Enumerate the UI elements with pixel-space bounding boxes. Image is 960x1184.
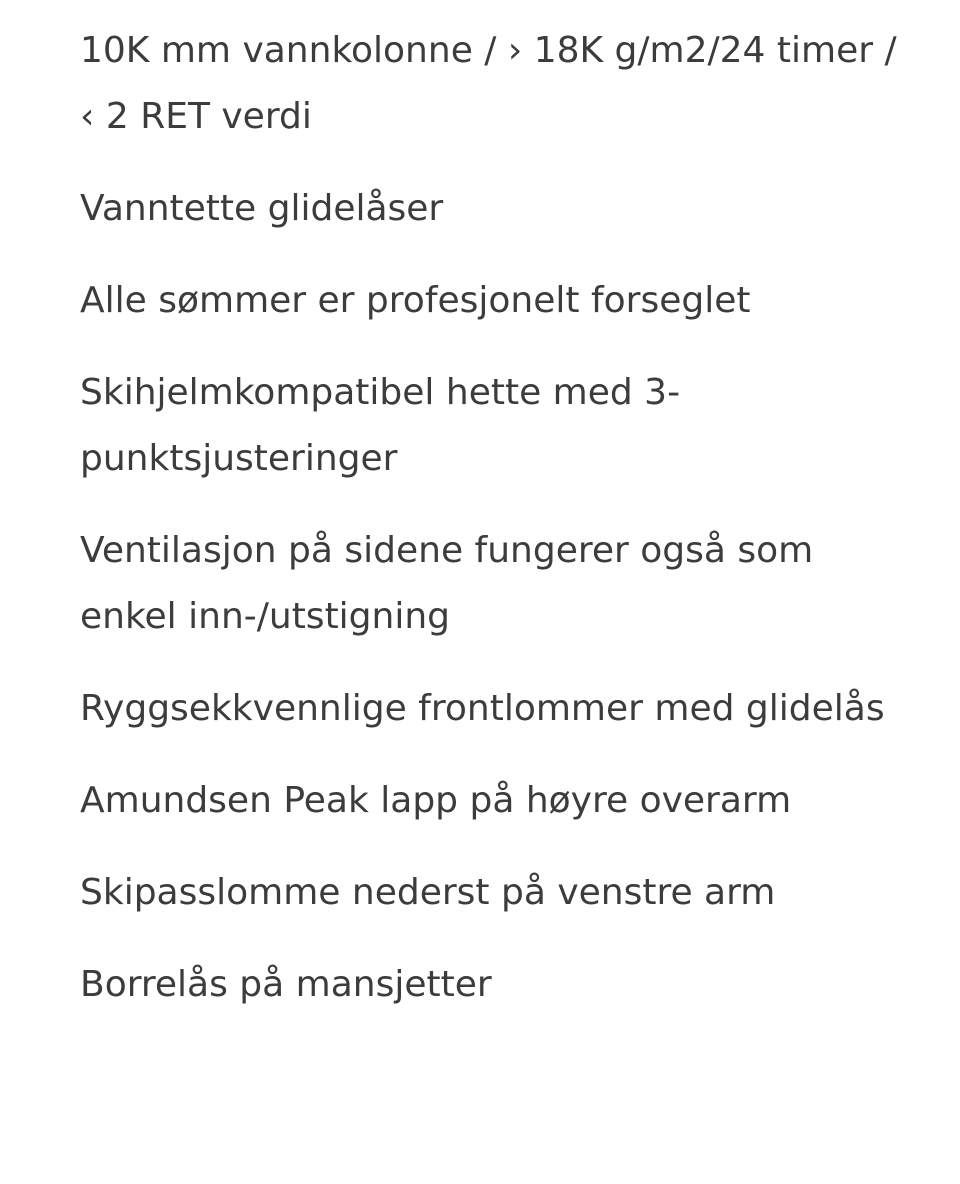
feature-item-sealed-seams: Alle sømmer er profesjonelt forseglet: [80, 280, 751, 321]
feature-item-waterproof-rating: 10K mm vannkolonne / › 18K g/m2/24 timer / ‹ 2 RET verdi: [80, 30, 897, 137]
feature-item-arm-patch: Amundsen Peak lapp på høyre overarm: [80, 780, 792, 821]
feature-list: [80, 18, 900, 1044]
feature-item-velcro-cuffs: Borrelås på mansjetter: [80, 964, 492, 1005]
feature-item-waterproof-zippers: Vanntette glidelåser: [80, 188, 444, 229]
feature-item-front-pockets: Ryggsekkvennlige frontlommer med glidelås: [80, 688, 885, 729]
feature-item-side-ventilation: Ventilasjon på sidene fungerer også som enkel inn-/utstigning: [80, 530, 814, 637]
feature-item-helmet-hood: Skihjelmkompatibel hette med 3-punktsjusteringer: [80, 372, 681, 479]
feature-item-skipass-pocket: Skipasslomme nederst på venstre arm: [80, 872, 776, 913]
